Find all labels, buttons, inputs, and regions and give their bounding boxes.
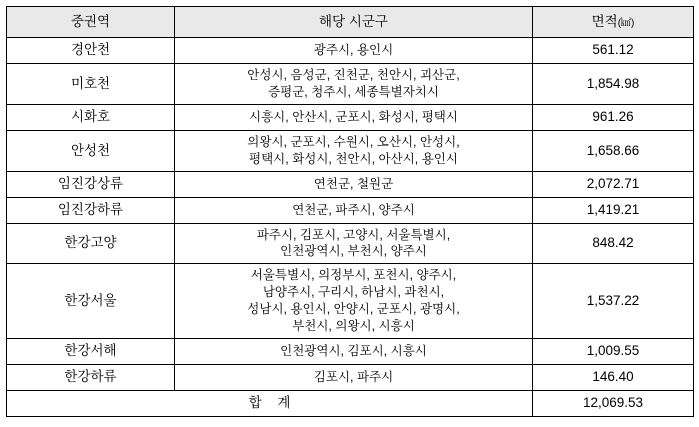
table-footer xyxy=(7,390,694,416)
cities-line: 광주시, 용인시 xyxy=(313,43,394,58)
cell-region: 한강고양 xyxy=(7,223,175,264)
column-header-cities: 해당 시군구 xyxy=(175,7,533,38)
column-header-area-unit: (㎢) xyxy=(617,17,635,29)
cell-region: 한강하류 xyxy=(7,364,175,390)
cell-region: 한강서해 xyxy=(7,338,175,364)
cell-cities xyxy=(175,223,533,264)
table-row xyxy=(7,171,694,197)
header-row xyxy=(7,7,694,38)
cell-area: 1,419.21 xyxy=(533,197,694,223)
cell-cities xyxy=(175,64,533,105)
table-row xyxy=(7,223,694,264)
cities-line: 안성시, 음성군, 진천군, 천안시, 괴산군, xyxy=(247,68,460,82)
total-label: 합 계 xyxy=(7,390,533,416)
table-row xyxy=(7,264,694,339)
cell-region: 한강서울 xyxy=(7,264,175,339)
column-header-area xyxy=(533,7,694,38)
cell-region: 임진강하류 xyxy=(7,197,175,223)
cities-line: 인천광역시, 부천시, 양주시 xyxy=(280,244,427,259)
cell-cities xyxy=(175,130,533,171)
cities-line: 연천군, 철원군 xyxy=(313,176,394,191)
table-row xyxy=(7,38,694,64)
cell-area: 146.40 xyxy=(533,364,694,390)
cell-area: 561.12 xyxy=(533,38,694,64)
cell-area: 961.26 xyxy=(533,104,694,130)
cell-cities xyxy=(175,171,533,197)
cities-line: 파주시, 김포시, 고양시, 서울특별시, xyxy=(256,227,451,242)
cities-line: 성남시, 용인시, 안양시, 군포시, 광명시, xyxy=(247,302,460,316)
cell-cities xyxy=(175,197,533,223)
cell-cities xyxy=(175,338,533,364)
cell-area: 1,658.66 xyxy=(533,130,694,171)
table-row xyxy=(7,197,694,223)
column-header-region: 중권역 xyxy=(7,7,175,38)
cities-line: 인천광역시, 김포시, 시흥시 xyxy=(280,343,427,358)
cities-line: 증평군, 청주시, 세종특별자치시 xyxy=(268,84,439,99)
cities-line: 의왕시, 군포시, 수원시, 오산시, 안성시, xyxy=(247,134,460,149)
cell-area: 1,537.22 xyxy=(533,264,694,339)
table-row xyxy=(7,364,694,390)
cities-line: 연천군, 파주시, 양주시 xyxy=(292,202,415,217)
column-header-area-label: 면적 xyxy=(591,13,618,29)
cell-cities xyxy=(175,264,533,339)
cell-area: 1,854.98 xyxy=(533,64,694,105)
cell-region: 경안천 xyxy=(7,38,175,64)
table-row xyxy=(7,104,694,130)
table-row xyxy=(7,130,694,171)
cell-region: 안성천 xyxy=(7,130,175,171)
cities-line: 남양주시, 구리시, 하남시, 과천시, xyxy=(262,285,445,300)
cell-area: 1,009.55 xyxy=(533,338,694,364)
cell-region: 시화호 xyxy=(7,104,175,130)
table-row xyxy=(7,338,694,364)
cities-line: 시흥시, 안산시, 군포시, 화성시, 평택시 xyxy=(249,109,458,124)
total-row xyxy=(7,390,694,416)
cities-line: 부천시, 의왕시, 시흥시 xyxy=(292,318,415,333)
table-body xyxy=(7,38,694,391)
cell-area: 848.42 xyxy=(533,223,694,264)
table-row xyxy=(7,64,694,105)
cell-region: 임진강상류 xyxy=(7,171,175,197)
cell-region: 미호천 xyxy=(7,64,175,105)
cell-area: 2,072.71 xyxy=(533,171,694,197)
cities-line: 김포시, 파주시 xyxy=(313,369,394,384)
cell-cities xyxy=(175,104,533,130)
cell-cities xyxy=(175,38,533,64)
total-value: 12,069.53 xyxy=(533,390,694,416)
cities-line: 서울특별시, 의정부시, 포천시, 양주시, xyxy=(250,268,457,283)
cities-line: 평택시, 화성시, 천안시, 아산시, 용인시 xyxy=(249,151,458,166)
table-header xyxy=(7,7,694,38)
watershed-area-table xyxy=(6,6,694,417)
cell-cities xyxy=(175,364,533,390)
